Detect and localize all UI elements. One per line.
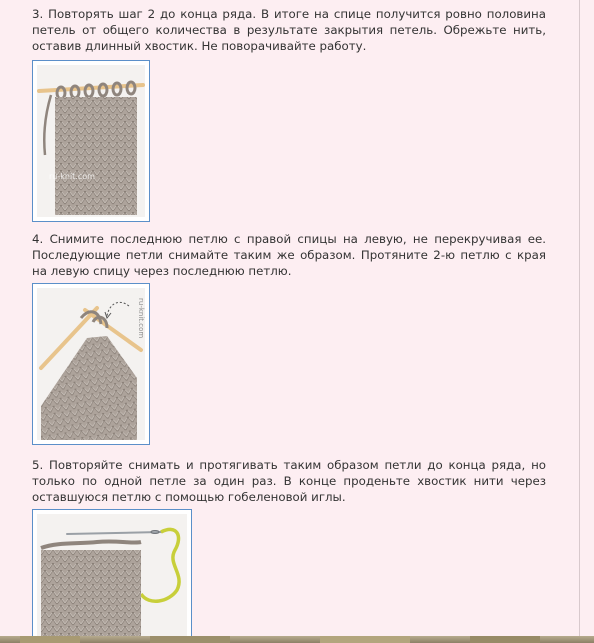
step-5-photo	[37, 514, 187, 643]
knitted-fabric	[55, 97, 137, 215]
step-3	[32, 6, 546, 226]
step-4-text: 4. Снимите последнюю петлю с правой спицы на левую, не перекручивая ее. Последующие петли снимайте таким же образом. Протяните 2-ю петлю с края на левую спицу через последнюю петлю.	[32, 232, 546, 278]
step-5-photo-link[interactable]	[32, 509, 192, 643]
photo-watermark: ru-knit.com	[49, 172, 95, 181]
photo-watermark: ru-knit.com	[137, 298, 145, 339]
step-3-text: 3. Повторять шаг 2 до конца ряда. В итоге на спице получится ровно половина петель от общего количества в результате закрытия петель. Обрежьте нить, оставив длинный хвостик. Не поворачивайте работу.	[32, 7, 546, 53]
bottom-photo-strip	[0, 636, 594, 643]
step-5	[32, 457, 546, 643]
step-3-photo-link[interactable]	[32, 60, 150, 222]
step-3-photo	[37, 65, 145, 217]
scrollbar-divider	[579, 0, 580, 643]
step-5-text: 5. Повторяйте снимать и протягивать таким образом петли до конца ряда, но только по одной петле за один раз. В конце проденьте хвостик нити через оставшуюся петлю с помощью гобеленовой иглы.	[32, 458, 546, 504]
step-4	[32, 231, 546, 449]
step-4-photo-link[interactable]	[32, 283, 150, 445]
knitted-fabric	[41, 550, 141, 643]
step-4-photo	[37, 288, 145, 440]
